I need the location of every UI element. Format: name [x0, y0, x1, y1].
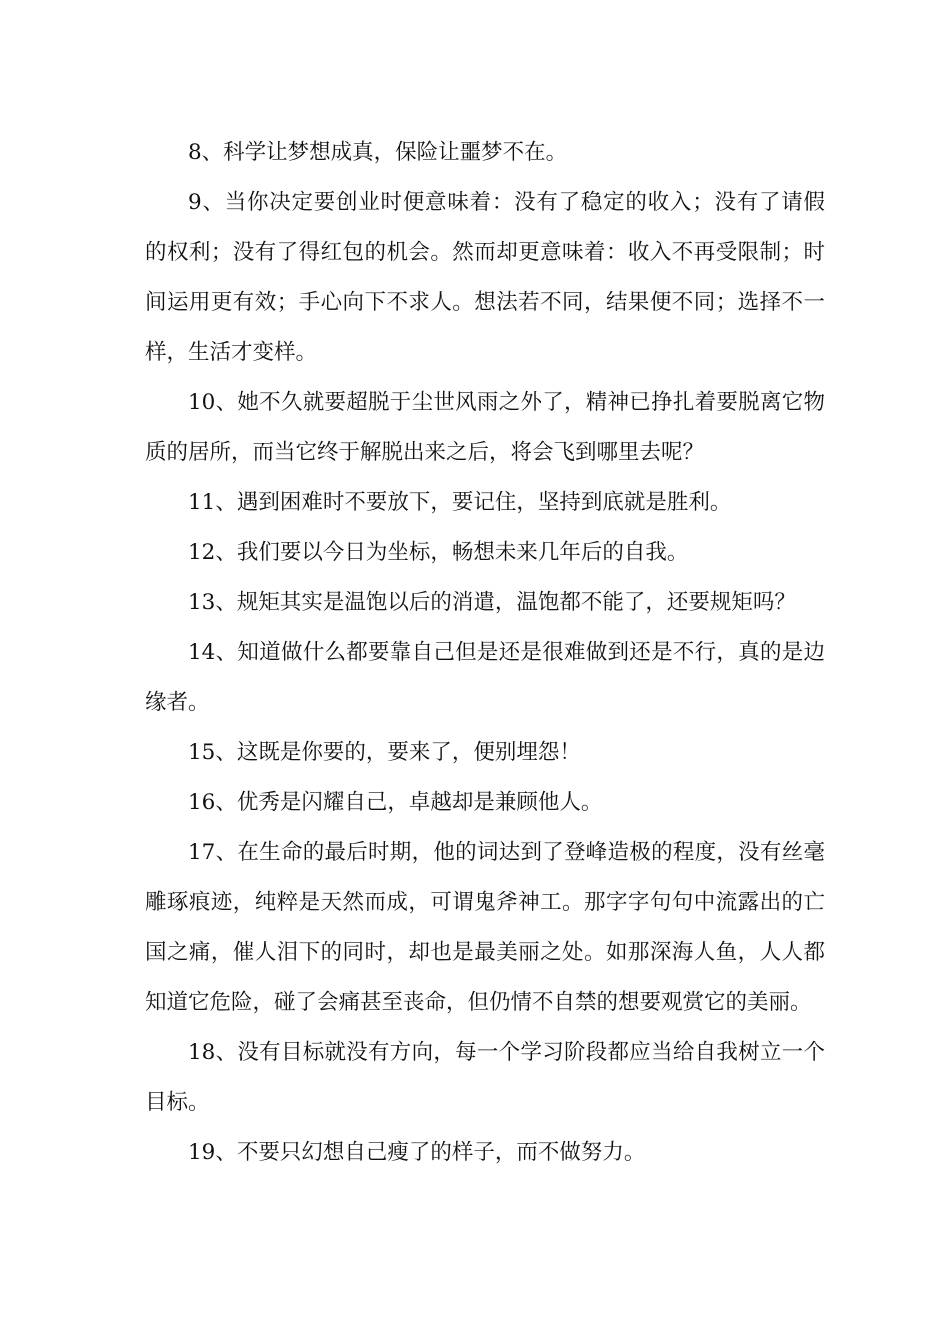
paragraph-19: 19、不要只幻想自己瘦了的样子，而不做努力。 — [188, 1140, 646, 1165]
document-body — [145, 128, 825, 1178]
paragraph-11: 11、遇到困难时不要放下，要记住，坚持到底就是胜利。 — [188, 490, 732, 515]
paragraph-9: 9、当你决定要创业时便意味着：没有了稳定的收入；没有了请假的权利；没有了得红包的机会。然而却更意味着：收入不再受限制；时间运用更有效；手心向下不求人。想法若不同，结果便不同；选择不一样，生活才变样。 — [145, 190, 825, 365]
paragraph-8: 8、科学让梦想成真，保险让噩梦不在。 — [188, 140, 568, 165]
paragraph-18: 18、没有目标就没有方向，每一个学习阶段都应当给自我树立一个目标。 — [145, 1040, 825, 1115]
paragraph-10: 10、她不久就要超脱于尘世风雨之外了，精神已挣扎着要脱离它物质的居所，而当它终于解脱出来之后，将会飞到哪里去呢？ — [145, 390, 825, 465]
paragraph-13: 13、规矩其实是温饱以后的消遣，温饱都不能了，还要规矩吗？ — [188, 590, 796, 615]
paragraph-15: 15、这既是你要的，要来了，便别埋怨！ — [188, 740, 581, 765]
paragraph-12: 12、我们要以今日为坐标，畅想未来几年后的自我。 — [188, 540, 689, 565]
paragraph-14: 14、知道做什么都要靠自己但是还是很难做到还是不行，真的是边缘者。 — [145, 640, 825, 715]
paragraph-17: 17、在生命的最后时期，他的词达到了登峰造极的程度，没有丝毫雕琢痕迹，纯粹是天然而成，可谓鬼斧神工。那字字句句中流露出的亡国之痛，催人泪下的同时，却也是最美丽之处。如那深海人鱼，人人都知道它危险，碰了会痛甚至丧命，但仍情不自禁的想要观赏它的美丽。 — [145, 840, 825, 1015]
paragraph-16: 16、优秀是闪耀自己，卓越却是兼顾他人。 — [188, 790, 603, 815]
